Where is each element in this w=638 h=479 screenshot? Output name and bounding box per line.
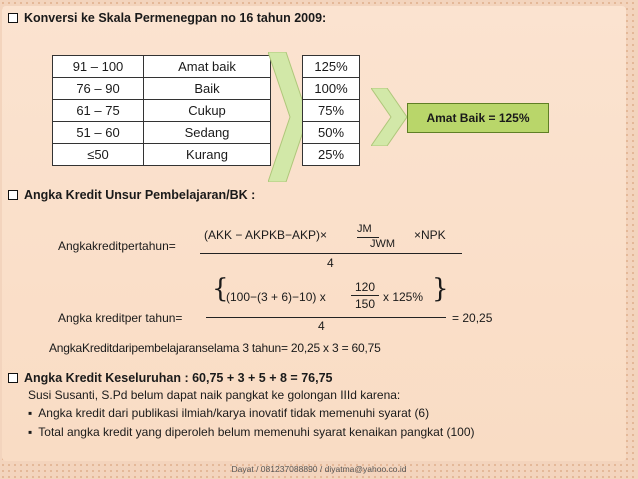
- formula1-numerator: (AKK − AKPKB−AKP)×: [204, 228, 328, 242]
- formula2-numerator-right: x 125%: [383, 290, 424, 304]
- checkbox-bullet-icon: [8, 13, 18, 23]
- formula3: AngkaKreditdaripembelajaranselama 3 tahun= 20,25 x 3 = 60,75: [49, 341, 381, 355]
- right-arrow-icon: [371, 88, 411, 146]
- percent-cell: 100%: [303, 78, 360, 100]
- section2-heading-text: Angka Kredit Unsur Pembelajaran/BK :: [24, 188, 256, 202]
- formula1-fraction-line: [200, 253, 462, 254]
- table-row: [53, 144, 271, 166]
- formula1-jm: JM: [357, 223, 372, 235]
- grade-label-cell: Baik: [144, 78, 271, 100]
- formula2-left-brace: {: [212, 274, 229, 304]
- table-row: [303, 56, 360, 78]
- checkbox-bullet-icon: [8, 373, 18, 383]
- table-row: [303, 122, 360, 144]
- table-row: [303, 100, 360, 122]
- result-box: Amat Baik = 125%: [407, 103, 549, 133]
- section3-heading-text: Angka Kredit Keseluruhan : 60,75 + 3 + 5 + 8 = 76,75: [24, 371, 333, 385]
- grade-label-cell: Kurang: [144, 144, 271, 166]
- checkbox-bullet-icon: [8, 190, 18, 200]
- section3-line1: Susi Susanti, S.Pd belum dapat naik pangkat ke golongan IIId karena:: [28, 388, 401, 402]
- grade-label-cell: Cukup: [144, 100, 271, 122]
- formula1-jwm: JWM: [370, 238, 396, 250]
- table-row: [303, 78, 360, 100]
- section2-heading: [8, 188, 255, 202]
- grade-range-cell: ≤50: [53, 144, 144, 166]
- percent-cell: 25%: [303, 144, 360, 166]
- percent-table: [302, 55, 360, 166]
- table-row: [53, 100, 271, 122]
- section3-bullet: ▪ Total angka kredit yang diperoleh belum memenuhi syarat kenaikan pangkat (100): [28, 425, 475, 439]
- table-row: [53, 56, 271, 78]
- formula2-inner-fraction-line: [351, 295, 379, 296]
- section1-heading: [8, 11, 326, 25]
- percent-cell: 125%: [303, 56, 360, 78]
- formula2-frac-num: 120: [355, 280, 376, 294]
- formula2-denominator: 4: [318, 319, 325, 333]
- formula2-lhs: Angka kreditper tahun=: [58, 311, 183, 325]
- formula1-npk: ×NPK: [414, 228, 446, 242]
- percent-cell: 75%: [303, 100, 360, 122]
- formula2-numerator-left: (100−(3 + 6)−10) x: [226, 290, 326, 304]
- formula1-denominator: 4: [327, 256, 334, 270]
- table-row: [303, 144, 360, 166]
- formula2-fraction-line: [206, 317, 446, 318]
- grade-label-cell: Amat baik: [144, 56, 271, 78]
- section3-bullet: ▪ Angka kredit dari publikasi ilmiah/karya inovatif tidak memenuhi syarat (6): [28, 406, 429, 420]
- grade-range-cell: 76 – 90: [53, 78, 144, 100]
- formula1-lhs: Angkakreditpertahun=: [58, 239, 176, 253]
- formula2-result: = 20,25: [452, 311, 493, 325]
- percent-cell: 50%: [303, 122, 360, 144]
- table-row: [53, 78, 271, 100]
- formula2-frac-den: 150: [355, 297, 376, 311]
- grade-table: [52, 55, 271, 166]
- grade-label-cell: Sedang: [144, 122, 271, 144]
- footer-credit: Dayat / 081237088890 / diyatma@yahoo.co.id: [231, 464, 407, 474]
- table-row: [53, 122, 271, 144]
- grade-range-cell: 61 – 75: [53, 100, 144, 122]
- formula2-right-brace: }: [432, 274, 449, 304]
- grade-range-cell: 51 – 60: [53, 122, 144, 144]
- section1-heading-text: Konversi ke Skala Permenegpan no 16 tahun 2009:: [24, 11, 327, 25]
- section3-heading: [8, 371, 332, 385]
- grade-range-cell: 91 – 100: [53, 56, 144, 78]
